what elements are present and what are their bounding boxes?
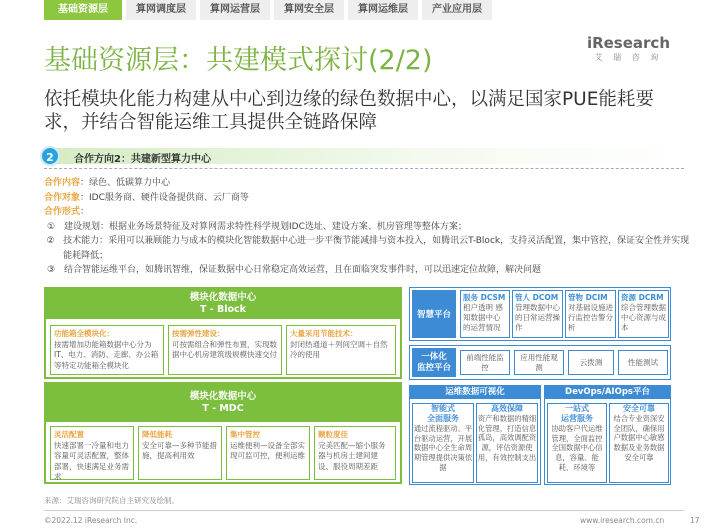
tab-security[interactable]: 算网安全层 — [274, 0, 344, 20]
top-nav — [44, 0, 496, 20]
viz-col — [476, 403, 538, 483]
card-text: 安全可靠—多种节能措施，提高利用效 — [142, 440, 217, 460]
smart-card — [565, 290, 616, 338]
tab-operations[interactable]: 算网运营层 — [200, 0, 270, 20]
form-key: 合作形式 — [44, 207, 81, 217]
card-head: 资源 DCRM — [621, 293, 664, 302]
tblock-box — [44, 287, 402, 379]
tmdc-card — [138, 426, 222, 480]
page-number: 17 — [690, 516, 700, 525]
item-text: 技术能力：采用可以兼顾能力与成本的模块化智能数据中心进一步平衡节能减排与资本投入，如腾讯云T-Block，支持灵活配置，集中管控，保证安全性并实现能耗降低； — [63, 236, 690, 261]
card-head: 按需弹性建设： — [172, 329, 225, 338]
content-value: ：绿色、低碳算力中心 — [80, 178, 171, 188]
tab-maintenance[interactable]: 算网运维层 — [348, 0, 418, 20]
card-head: 灵活配置 — [54, 430, 84, 439]
content-block — [44, 176, 694, 278]
smart-card — [512, 290, 563, 338]
card-head: 降低能耗 — [142, 430, 172, 439]
tmdc-card — [314, 426, 396, 480]
tblock-card — [286, 325, 396, 375]
card-text: 按需增加功能箱数据中心分为IT、电力、消防、走廊、办公箱等特定功能箱全模块化 — [54, 339, 159, 370]
col-head1: 智能式 — [431, 404, 455, 413]
card-head: 服务 DCSM — [463, 293, 506, 302]
monitor-item: 云拨测 — [568, 350, 614, 375]
card-head: 颗粒度佳 — [318, 430, 348, 439]
item-num: ① — [46, 221, 56, 232]
col-text: 通过流程驱动、平台驱动运营，开展数据中心全生命周期管理提供决策依据 — [413, 424, 473, 472]
monitor-platform — [409, 345, 671, 380]
smart-platform — [409, 287, 671, 341]
monitor-tab — [412, 348, 456, 377]
partner-key: 合作对象 — [44, 192, 81, 203]
tmdc-card — [50, 426, 134, 480]
smart-card — [460, 290, 510, 338]
tab-industry-app[interactable]: 产业应用层 — [422, 0, 492, 20]
copyright: ©2022.12 iResearch Inc. — [44, 516, 138, 525]
card-text: 管理数据中心的日常运营操作 — [515, 303, 560, 332]
monitor-item: 应用性能观测 — [514, 350, 564, 375]
devops-title: DevOps/AIOps平台 — [545, 386, 670, 399]
tblock-card — [50, 325, 164, 375]
card-head: 管物 DCIM — [568, 293, 608, 302]
card-text: 综合管理数据中心资源与成本 — [621, 303, 666, 332]
item-num: ② — [46, 236, 55, 246]
col-text: 结合专业资深安全团队，确保用户数据中心敏感数据及业务数据安全可靠 — [613, 414, 665, 462]
col-head2: 全面服务 — [427, 414, 459, 423]
viz-title: 运维数据可视化 — [410, 386, 540, 399]
tmdc-box — [44, 382, 402, 484]
smart-tab: 智慧平台 — [412, 290, 456, 338]
direction-label: 合作方向2：共建新型算力中心 — [74, 154, 211, 165]
partner-value: ：IDC服务商、硬件设备提供商、云厂商等 — [80, 192, 249, 203]
monitor-item: 前端性能监控 — [460, 350, 510, 375]
tblock-card — [168, 325, 282, 375]
iresearch-logo — [587, 34, 670, 63]
devops-col — [609, 403, 669, 483]
direction-number: 2 — [40, 146, 60, 166]
card-head: 集中管控 — [230, 430, 260, 439]
smart-card — [618, 290, 669, 338]
col-text: 协助客户代运维管理，全面监控全国数据中心信息，容量、能耗、环境等 — [551, 424, 603, 472]
tab-scheduling[interactable]: 算网调度层 — [126, 0, 196, 20]
monitor-item: 性能测试 — [618, 350, 668, 375]
tmdc-title1: 模块化数据中心 — [189, 391, 257, 402]
card-text: 快速部署一冷量和电力容量可灵活配置，整体部署，快速满足业务需求 — [54, 440, 129, 481]
card-text: 封闭热通道＋列间空调＋自然冷的使用 — [290, 339, 388, 359]
website-link[interactable]: www.iresearch.com.cn — [580, 516, 665, 525]
item-text: 建设规划：根据业务场景特征及对算网需求特性科学规划IDC选址、建设方案、机房管理等整体方案； — [64, 221, 467, 232]
logo-cn: 艾 瑞 咨 询 — [594, 53, 663, 62]
tab-basic-resources[interactable]: 基础资源层 — [44, 0, 122, 20]
content-key: 合作内容 — [44, 178, 81, 188]
card-text: 对基础设施进行监控告警分析 — [568, 303, 613, 332]
card-head: 管人 DCOM — [515, 293, 559, 302]
divider — [44, 168, 684, 169]
monitor-tab-line2: 监控平台 — [416, 362, 451, 373]
col-text: 资产和数据的精细化管理，打造信息孤岛，高效调配资源，评估资源使用，有效控制支出 — [477, 414, 537, 462]
page-subtitle: 依托模块化能力构建从中心到边缘的绿色数据中心，以满足国家PUE能耗要求，并结合智能运维工具提供全链路保障 — [44, 89, 654, 133]
col-head1: 一站式 — [565, 404, 589, 413]
devops-platform — [544, 385, 671, 485]
page-title: 基础资源层：共建模式探讨(2/2) — [44, 45, 433, 76]
source-note: 来源：艾瑞咨询研究院自主研究及绘制。 — [44, 496, 179, 505]
item-num: ③ — [46, 265, 56, 275]
footer-divider — [44, 510, 684, 511]
card-text: 运维便利—设备全部实现可监可控，便利运维 — [230, 440, 305, 460]
card-text: 完美匹配—缩小服务器与机房土建间建设、服役周期差距 — [318, 440, 386, 471]
logo-brand: iResearch — [586, 34, 670, 52]
col-head1: 高效保障 — [491, 404, 523, 413]
col-head1: 安全可靠 — [623, 404, 655, 413]
form-value: ： — [80, 207, 90, 217]
card-text: 租户透明 感知数据中心的运营情况 — [463, 303, 503, 332]
col-head2: 运营服务 — [561, 414, 593, 423]
viz-platform — [409, 385, 541, 485]
tmdc-header — [46, 384, 400, 422]
monitor-tab-line1: 一体化 — [421, 351, 447, 362]
tblock-header — [46, 289, 400, 319]
card-text: 可按需组合和弹性布置，实现数据中心机房建筑级规模快速交付 — [172, 339, 277, 359]
tmdc-card — [226, 426, 310, 480]
card-head: 大量采用节能技术： — [290, 329, 358, 338]
card-head: 功能箱全模块化： — [54, 329, 114, 338]
tblock-title1: 模块化数据中心 — [189, 292, 257, 303]
tmdc-title2: T - MDC — [202, 403, 244, 414]
viz-col — [412, 403, 474, 483]
devops-col — [547, 403, 607, 483]
item-text: 结合智能运维平台，如腾讯智维，保证数据中心日常稳定高效运营，且在面临突发事件时，可以迅速定位故障，解决问题 — [64, 265, 542, 275]
tblock-title2: T - Block — [199, 304, 246, 315]
